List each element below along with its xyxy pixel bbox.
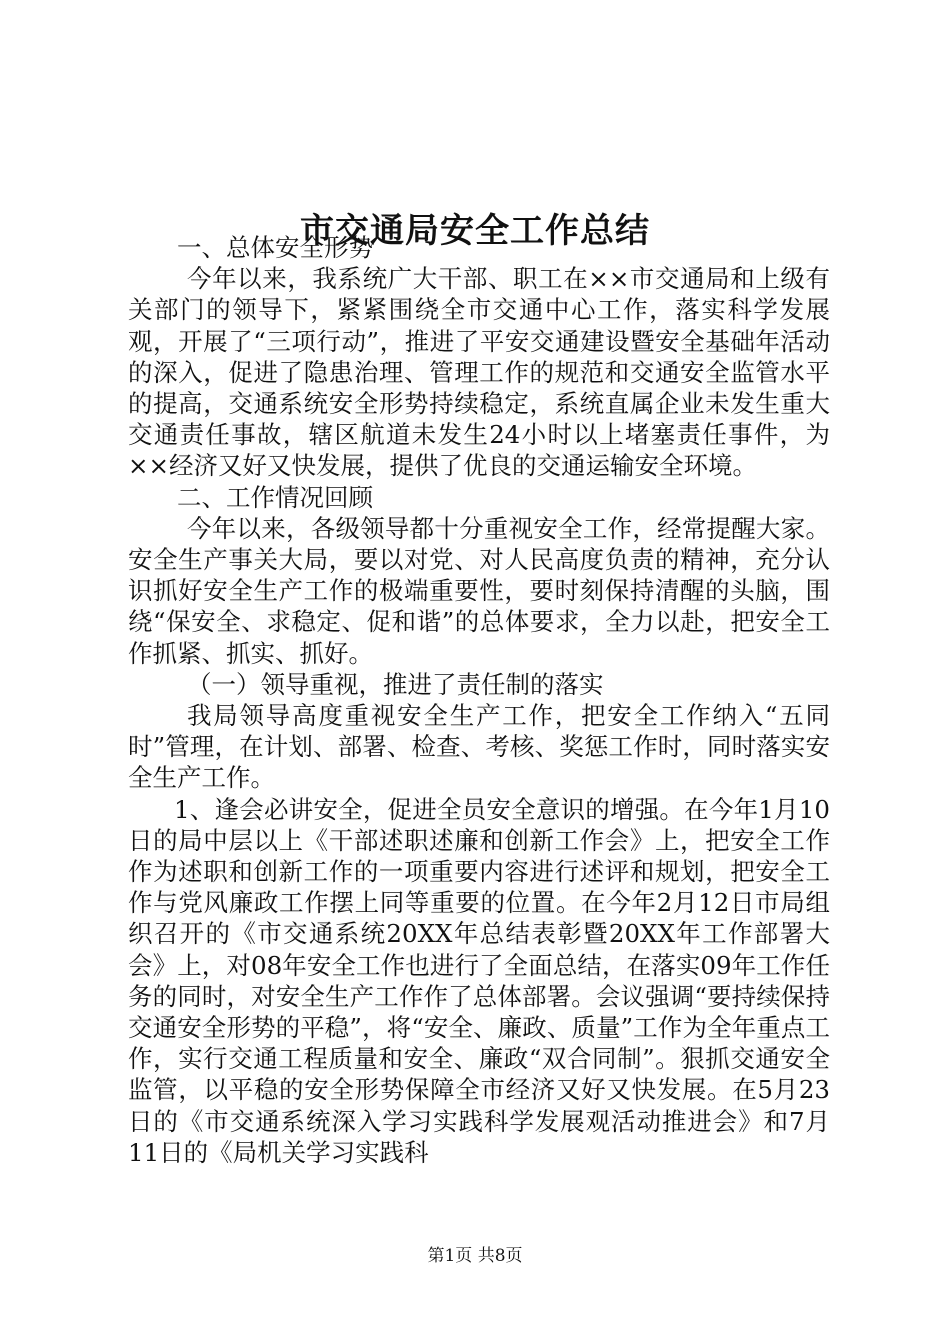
paragraph-work-review: 今年以来，各级领导都十分重视安全工作，经常提醒大家。安全生产事关大局，要以对党、对人民高度负责的精神，充分认识抓好安全生产工作的极端重要性，要时刻保持清醒的头脑，围绕“保安全、求稳定、促和谐”的总体要求，全力以赴，把安全工作抓紧、抓实、抓好。	[128, 513, 830, 668]
document-title: 市交通局安全工作总结	[300, 210, 650, 251]
section-heading-work-review: 二、工作情况回顾	[177, 482, 373, 512]
section-heading-overall-situation: 一、总体安全形势	[177, 233, 373, 262]
subsection-heading-leadership: （一）领导重视，推进了责任制的落实	[187, 669, 604, 699]
paragraph-meetings-safety: 1、逢会必讲安全，促进全员安全意识的增强。在今年1月10日的局中层以上《干部述职述廉和创新工作会》上，把安全工作作为述职和创新工作的一项重要内容进行述评和规划，把安全工作与党风廉政工作摆上同等重要的位置。在今年2月12日市局组织召开的《市交通系统20XX年总结表彰暨20XX年工作部署大会》上，对08年安全工作也进行了全面总结，在落实09年工作任务的同时，对安全生产工作作了总体部署。会议强调“要持续保持交通安全形势的平稳”，将“安全、廉政、质量”工作为全年重点工作，实行交通工程质量和安全、廉政“双合同制”。狠抓交通安全监管，以平稳的安全形势保障全市经济又好又快发展。在5月23日的《市交通系统深入学习实践科学发展观活动推进会》和7月11日的《局机关学习实践科	[128, 794, 830, 1167]
paragraph-overall-situation: 今年以来，我系统广大干部、职工在××市交通局和上级有关部门的领导下，紧紧围绕全市交通中心工作，落实科学发展观，开展了“三项行动”，推进了平安交通建设暨安全基础年活动的深入，促进了隐患治理、管理工作的规范和交通安全监管水平的提高，交通系统安全形势持续稳定，系统直属企业未发生重大交通责任事故，辖区航道未发生24小时以上堵塞责任事件，为××经济又好又快发展，提供了优良的交通运输安全环境。	[128, 264, 830, 481]
page-number-footer: 第1页 共8页	[427, 1246, 523, 1266]
paragraph-leadership: 我局领导高度重视安全生产工作，把安全工作纳入“五同时”管理，在计划、部署、检查、考核、奖惩工作时，同时落实安全生产工作。	[128, 701, 830, 793]
document-body	[128, 232, 830, 1168]
